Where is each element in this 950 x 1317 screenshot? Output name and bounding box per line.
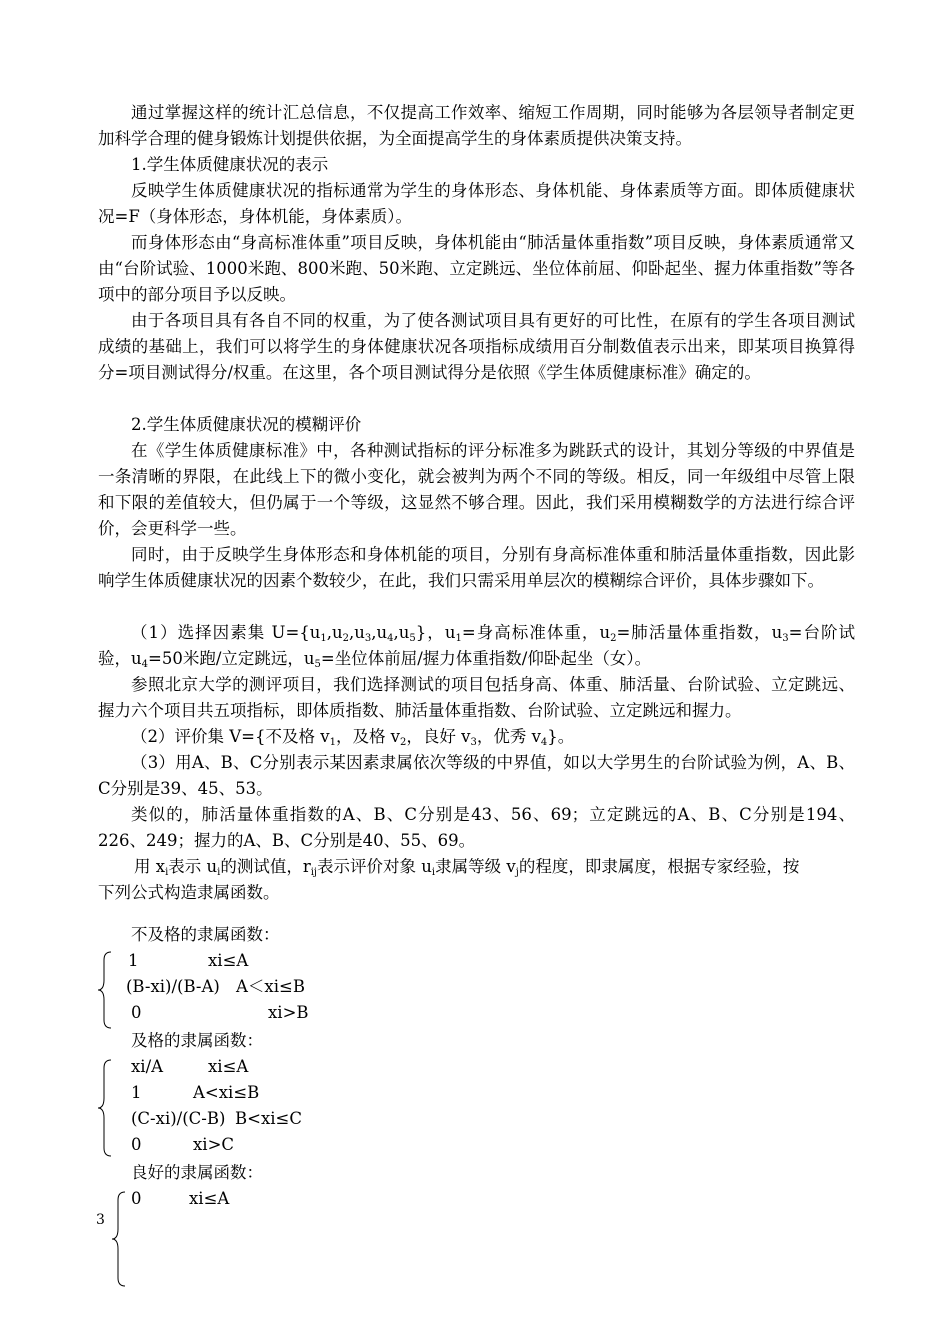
heading-representation: 1.学生体质健康状况的表示 (131, 155, 329, 174)
good-expr-1: 0 (131, 1189, 142, 1208)
pass-cond-3: B<xi≤C (235, 1109, 302, 1128)
heading-fuzzy-evaluation: 2.学生体质健康状况的模糊评价 (131, 415, 362, 434)
pass-expr-1: xi/A (131, 1057, 164, 1076)
paragraph-standard: 在《学生体质健康标准》中，各种测试指标的评分标准多为跳跃式的设计，其划分等级的中界值是一条清晰的界限，在此线上下的微小变化，就会被判为两个不同的等级。相反，同一年级组中尽管上限和下限的差值较大，但仍属于一个等级，这显然不够合理。因此，我们采用模糊数学的方法进行综合评价，会更科学一些。 (98, 441, 855, 538)
paragraph-summary: 通过掌握这样的统计汇总信息，不仅提高工作效率、缩短工作周期，同时能够为各层领导者制定更加科学合理的健身锻炼计划提供依据，为全面提高学生的身体素质提供决策支持。 (98, 103, 855, 148)
paragraph-other-thresholds: 类似的，肺活量体重指数的A、B、C分别是43、56、69；立定跳远的A、B、C分别是194、226、249；握力的A、B、C分别是40、55、69。 (98, 805, 855, 850)
paragraph-single-level: 同时，由于反映学生身体形态和身体机能的项目，分别有身高标准体重和肺活量体重指数，因此影响学生体质健康状况的因素个数较少，在此，我们只需采用单层次的模糊综合评价，具体步骤如下。 (98, 545, 855, 590)
pass-expr-3: (C-xi)/(C-B) (131, 1109, 226, 1128)
fail-function-title: 不及格的隶属函数： (131, 925, 280, 944)
fail-expr-3: 0 (131, 1003, 142, 1022)
paragraph-factor-set: （1）选择因素集 $U=\{u_1,u_2,u_3,u_4,u_5\}$，$u_1=$身高标准体重，$u_2=$肺活量体重指数，$u_3=$台阶试验，$u_4=50$米跑/立定跳远，$u_5=$坐位体前屈/握力体重指数/仰卧起坐（女）。 (98, 623, 856, 670)
pass-expr-4: 0 (131, 1135, 142, 1154)
paragraph-indicators: 反映学生体质健康状况的指标通常为学生的身体形态、身体机能、身体素质等方面。即体质健康状况=F（身体形态，身体机能，身体素质）。 (98, 181, 855, 226)
good-function-title: 良好的隶属函数： (131, 1163, 263, 1182)
paragraph-thresholds: （3）用A、B、C分别表示某因素隶属依次等级的中界值，如以大学男生的台阶试验为例，A、B、C分别是39、45、53。 (98, 753, 855, 798)
paragraph-membership-intro: 用 $x_i$表示 $u_i$的测试值，$r_{ij}$表示评价对象 $u_i$隶属等级 $v_j$的程度，即隶属度，根据专家经验，按 下列公式构造隶属函数。 (98, 857, 800, 902)
pass-function-title: 及格的隶属函数： (131, 1031, 263, 1050)
paragraph-peking-reference: 参照北京大学的测评项目，我们选择测试的项目包括身高、体重、肺活量、台阶试验、立定跳远、握力六个项目共五项指标，即体质指数、肺活量体重指数、台阶试验、立定跳远和握力。 (98, 675, 855, 720)
page-number: 3 (96, 1212, 105, 1228)
paragraph-evaluation-set: （2）评价集 V={不及格 $v_1$，及格 $v_2$，良好 $v_3$，优秀 $v_4$}。 (131, 727, 575, 748)
fail-expr-1: 1 (128, 951, 139, 970)
good-cond-1: xi≤A (189, 1189, 230, 1208)
fail-cond-1: xi≤A (208, 951, 249, 970)
pass-brace-icon (96, 1058, 116, 1158)
good-brace-icon (110, 1190, 130, 1288)
paragraph-body-form: 而身体形态由“身高标准体重”项目反映，身体机能由“肺活量体重指数”项目反映，身体素质通常又由“台阶试验、1000米跑、800米跑、50米跑、立定跳远、坐位体前屈、仰卧起坐、握力体重指数”等各项中的部分项目予以反映。 (98, 233, 855, 304)
fail-cond-3: xi>B (268, 1003, 309, 1022)
pass-cond-4: xi>C (193, 1135, 235, 1154)
fail-cond-2: A＜xi≤B (236, 977, 305, 996)
pass-cond-2: A<xi≤B (193, 1083, 260, 1102)
fail-expr-2: (B-xi)/(B-A) (126, 977, 220, 996)
pass-expr-2: 1 (131, 1083, 142, 1102)
paragraph-weights: 由于各项目具有各自不同的权重，为了使各测试项目具有更好的可比性，在原有的学生各项目测试成绩的基础上，我们可以将学生的身体健康状况各项指标成绩用百分制数值表示出来，即某项目换算得分=项目测试得分/权重。在这里，各个项目测试得分是依照《学生体质健康标准》确定的。 (98, 311, 855, 382)
pass-cond-1: xi≤A (208, 1057, 249, 1076)
fail-brace-icon (96, 950, 116, 1030)
